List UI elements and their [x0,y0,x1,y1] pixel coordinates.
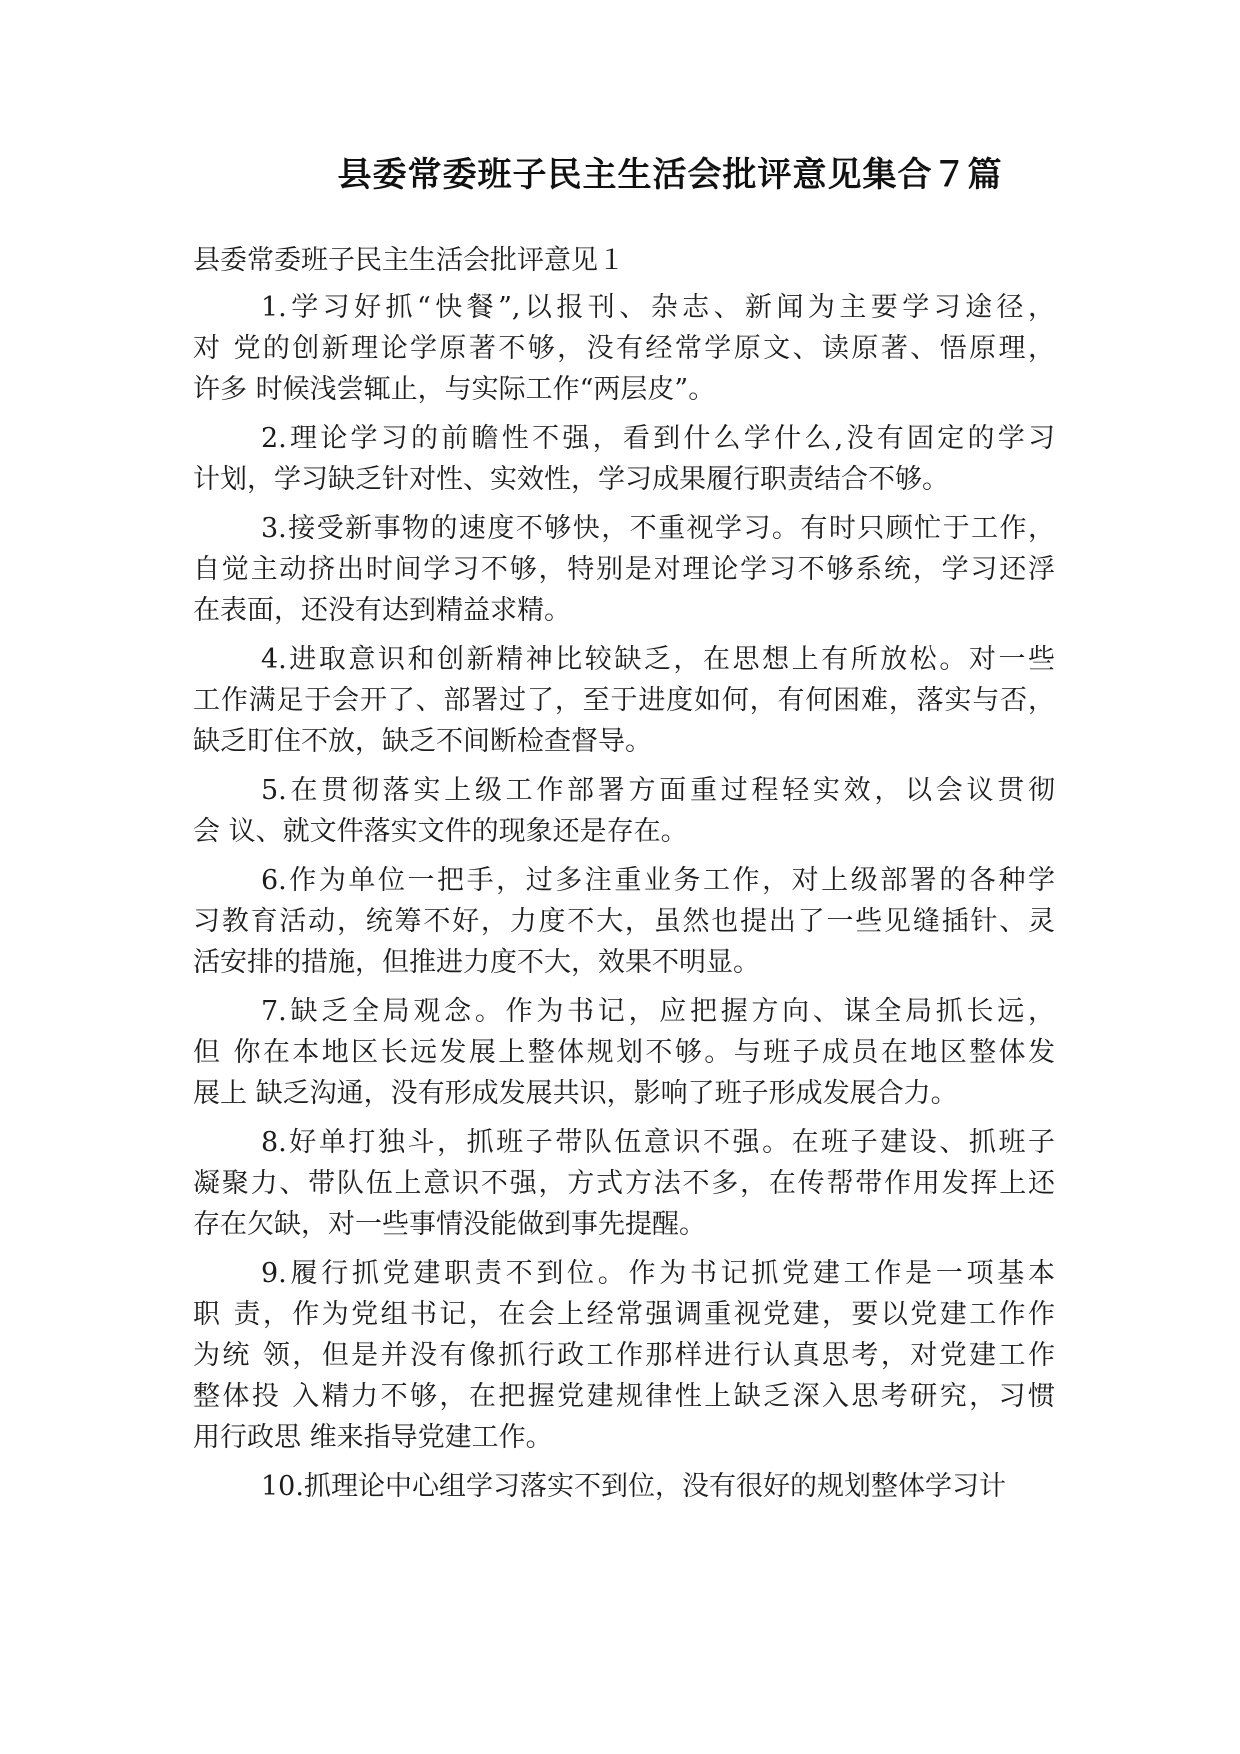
paragraph-line: 许多 时候浅尝辄止，与实际工作“两层皮”。 [193,374,716,405]
paragraph [193,1253,1055,1458]
document-body [193,240,1055,1515]
section-heading: 县委常委班子民主生活会批评意见１ [193,245,625,276]
paragraph [193,991,1055,1114]
paragraph-line: 用行政思 维来指导党建工作。 [193,1422,553,1453]
paragraph-line: 3.接受新事物的速度不够快，不重视学习。有时只顾忙于工作， [261,513,1055,544]
paragraph-line: 但 你在本地区长远发展上整体规划不够。与班子成员在地区整体发 [193,1037,1055,1068]
paragraph-line: 计划，学习缺乏针对性、实效性，学习成果履行职责结合不够。 [193,464,949,495]
paragraph-line: 7.缺乏全局观念。作为书记，应把握方向、谋全局抓长远， [261,996,1055,1027]
paragraph-line: 对 党的创新理论学原著不够，没有经常学原文、读原著、悟原理， [193,333,1055,364]
paragraph-line: 为统 领，但是并没有像抓行政工作那样进行认真思考，对党建工作 [193,1340,1055,1371]
paragraph-line: 5.在贯彻落实上级工作部署方面重过程轻实效，以会议贯彻 [261,775,1055,806]
paragraph [193,860,1055,983]
document-title: 县委常委班子民主生活会批评意见集合７篇 [337,155,1003,195]
paragraph-line: 8.好单打独斗，抓班子带队伍意识不强。在班子建设、抓班子 [261,1127,1055,1158]
paragraph-line: 2.理论学习的前瞻性不强，看到什么学什么,没有固定的学习 [261,423,1055,454]
paragraph [193,418,1055,500]
paragraph-line: 1.学习好抓“快餐”,以报刊、杂志、新闻为主要学习途径， [261,292,1055,323]
paragraph-line: 9.履行抓党建职责不到位。作为书记抓党建工作是一项基本 [261,1258,1055,1289]
paragraph-line: 自觉主动挤出时间学习不够，特别是对理论学习不够系统，学习还浮 [193,554,1055,585]
paragraph [193,770,1055,852]
paragraph [193,287,1055,410]
paragraph-line: 存在欠缺，对一些事情没能做到事先提醒。 [193,1209,706,1240]
paragraph-line: 活安排的措施，但推进力度不大，效果不明显。 [193,947,760,978]
paragraph [193,1466,1055,1507]
paragraph-line: 习教育活动，统筹不好，力度不大，虽然也提出了一些见缝插针、灵 [193,906,1055,937]
paragraph-line: 整体投 入精力不够，在把握党建规律性上缺乏深入思考研究，习惯 [193,1381,1055,1412]
paragraph-line: 凝聚力、带队伍上意识不强，方式方法不多，在传帮带作用发挥上还 [193,1168,1055,1199]
paragraph-line: 在表面，还没有达到精益求精。 [193,595,571,626]
paragraph-line: 展上 缺乏沟通，没有形成发展共识，影响了班子形成发展合力。 [193,1078,958,1109]
paragraph-line: 会 议、就文件落实文件的现象还是存在。 [193,816,688,847]
paragraph-line: 缺乏盯住不放，缺乏不间断检查督导。 [193,726,652,757]
paragraph [193,508,1055,631]
paragraph-line: 4.进取意识和创新精神比较缺乏，在思想上有所放松。对一些 [261,644,1055,675]
paragraph [193,1122,1055,1245]
paragraph-line: 职 责，作为党组书记，在会上经常强调重视党建，要以党建工作作 [193,1299,1055,1330]
paragraph-line: 10.抓理论中心组学习落实不到位，没有很好的规划整体学习计 [261,1471,1006,1502]
paragraph [193,639,1055,762]
paragraph-line: 工作满足于会开了、部署过了，至于进度如何，有何困难，落实与否， [193,685,1055,716]
paragraph-list [193,287,1055,1507]
paragraph-line: 6.作为单位一把手，过多注重业务工作，对上级部署的各种学 [261,865,1055,896]
